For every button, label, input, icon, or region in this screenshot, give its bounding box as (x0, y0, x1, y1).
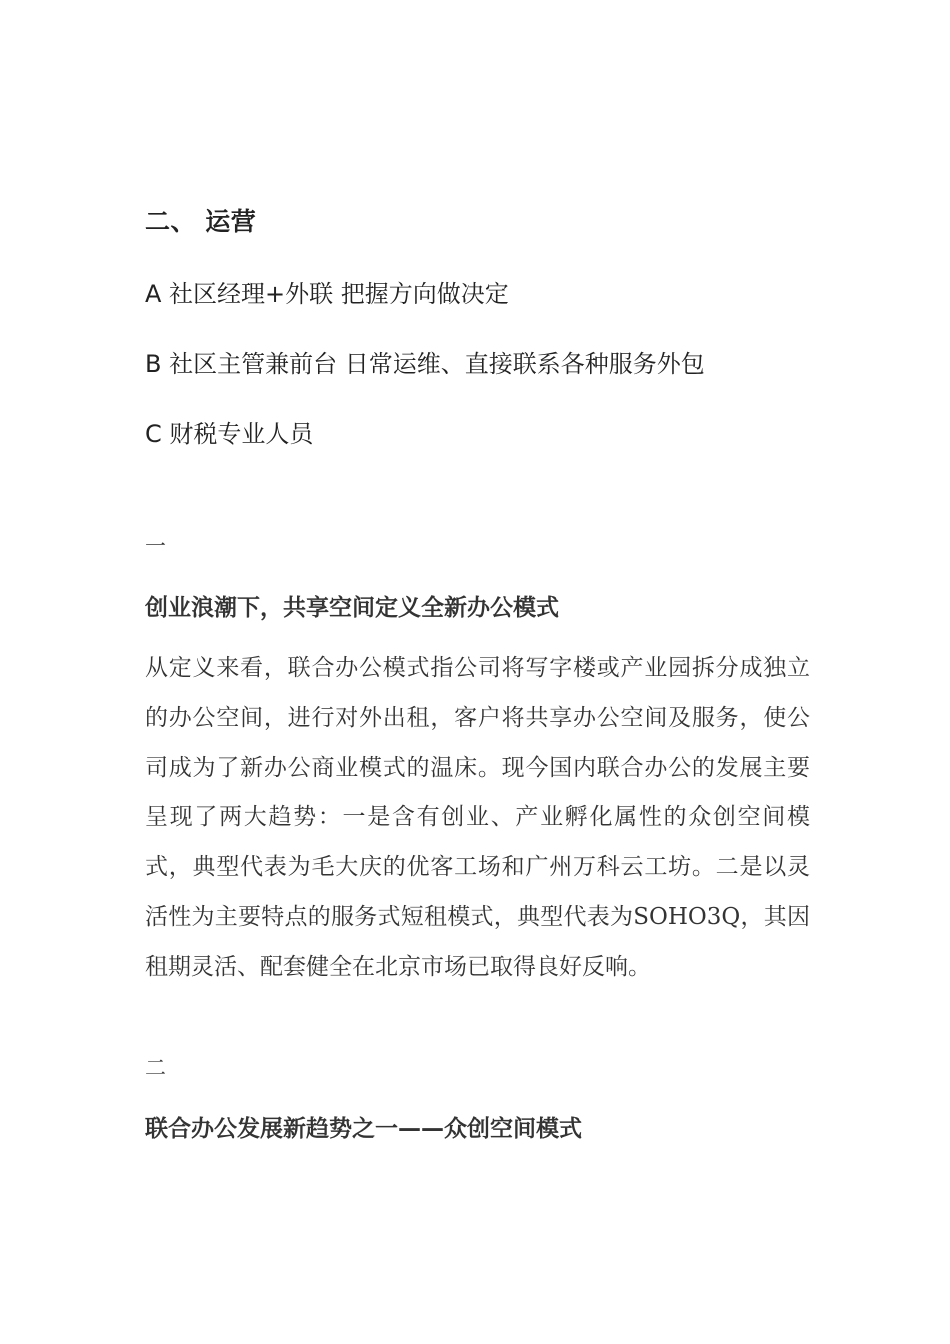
part-marker-two: 二 (145, 1056, 166, 1080)
role-item-c: C 财税专业人员 (145, 420, 314, 448)
part-heading-two: 联合办公发展新趋势之一——众创空间模式 (145, 1116, 582, 1142)
role-item-b: B 社区主管兼前台 日常运维、直接联系各种服务外包 (145, 350, 705, 378)
part-body-one: 从定义来看，联合办公模式指公司将写字楼或产业园拆分成独立的办公空间，进行对外出租，客户将共享办公空间及服务，使公司成为了新办公商业模式的温床。现今国内联合办公的发展主要呈现了两大趋势：一是含有创业、产业孵化属性的众创空间模式，典型代表为毛大庆的优客工场和广州万科云工坊。二是以灵活性为主要特点的服务式短租模式，典型代表为SOHO3Q，其因租期灵活、配套健全在北京市场已取得良好反响。 (145, 655, 810, 980)
part-heading-one: 创业浪潮下，共享空间定义全新办公模式 (145, 595, 559, 621)
role-item-a: A 社区经理+外联 把握方向做决定 (145, 280, 509, 308)
part-marker-one: 一 (145, 534, 166, 558)
section-heading: 二、 运营 (145, 207, 257, 236)
